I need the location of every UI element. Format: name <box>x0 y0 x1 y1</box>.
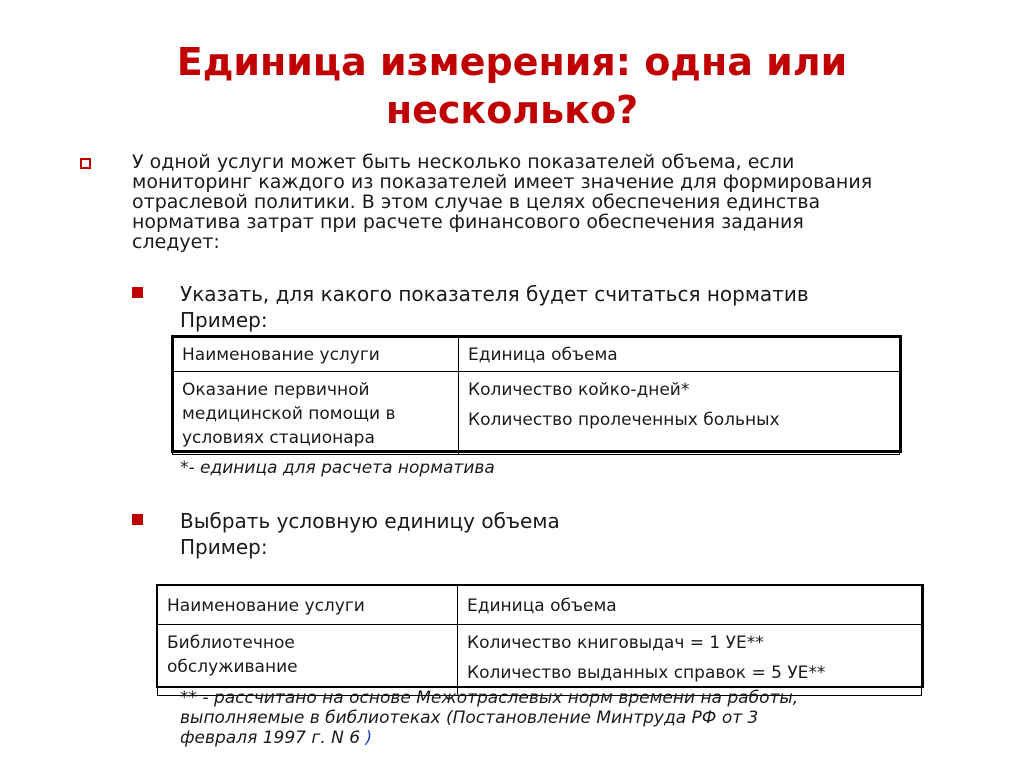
service-name-line: Библиотечное <box>167 633 295 653</box>
service-name-line: Оказание первичной <box>182 380 370 400</box>
example-table-2 <box>157 585 922 696</box>
option-1-label: Указать, для какого показателя будет считаться норматив <box>180 282 809 306</box>
slide-title-line-1: Единица измерения: одна или <box>176 40 848 84</box>
option-2-label: Выбрать условную единицу объема <box>180 509 560 533</box>
option-2-example: Пример: <box>180 535 268 559</box>
unit-line: Количество койко-дней* <box>468 380 690 400</box>
table-header-cell: Наименование услуги <box>158 586 458 625</box>
unit-cell <box>458 625 922 696</box>
table-header-row <box>158 586 922 625</box>
table-row <box>158 625 922 696</box>
service-name-cell <box>173 372 459 455</box>
option-2 <box>180 508 560 560</box>
intro-paragraph: У одной услуги может быть несколько показателей объема, если мониторинг каждого из показателей имеет значение для формирования отраслевой политики. В этом случае в целях обеспечения единства норматива затрат при расчете финансового обеспечения задания следует: <box>132 151 873 253</box>
service-name-cell <box>158 625 458 696</box>
table-header-cell: Единица объема <box>458 586 922 625</box>
example-table-1 <box>172 336 900 455</box>
hollow-square-bullet-icon <box>80 158 91 169</box>
table-header-cell: Единица объема <box>459 337 900 372</box>
service-name-line: обслуживание <box>167 657 298 677</box>
footnote-2-line-1: ** - рассчитано на основе Межотраслевых норм времени на работы, <box>180 688 799 708</box>
slide-title-line-2: несколько? <box>385 88 639 132</box>
closing-parenthesis: ) <box>365 728 373 748</box>
service-name-line: медицинской помощи в <box>182 404 396 424</box>
unit-cell <box>459 372 900 455</box>
unit-line: Количество пролеченных больных <box>468 410 780 430</box>
table-header-row <box>173 337 900 372</box>
filled-square-bullet-icon <box>132 514 143 525</box>
footnote-2-line-2: выполняемые в библиотеках (Постановление Минтруда РФ от 3 <box>180 708 759 728</box>
footnote-1: *- единица для расчета норматива <box>180 458 495 478</box>
table-row <box>173 372 900 455</box>
footnote-2 <box>180 688 798 748</box>
footnote-2-line-3-text: февраля 1997 г. N 6 <box>180 728 366 748</box>
slide-title <box>0 38 1024 134</box>
option-1 <box>180 281 809 333</box>
service-name-line: условиях стационара <box>182 428 375 448</box>
filled-square-bullet-icon <box>132 287 143 298</box>
footnote-2-line-3 <box>180 728 798 748</box>
unit-line: Количество книговыдач = 1 УЕ** <box>467 633 764 653</box>
table-header-cell: Наименование услуги <box>173 337 459 372</box>
option-1-example: Пример: <box>180 308 268 332</box>
unit-line: Количество выданных справок = 5 УЕ** <box>467 663 826 683</box>
